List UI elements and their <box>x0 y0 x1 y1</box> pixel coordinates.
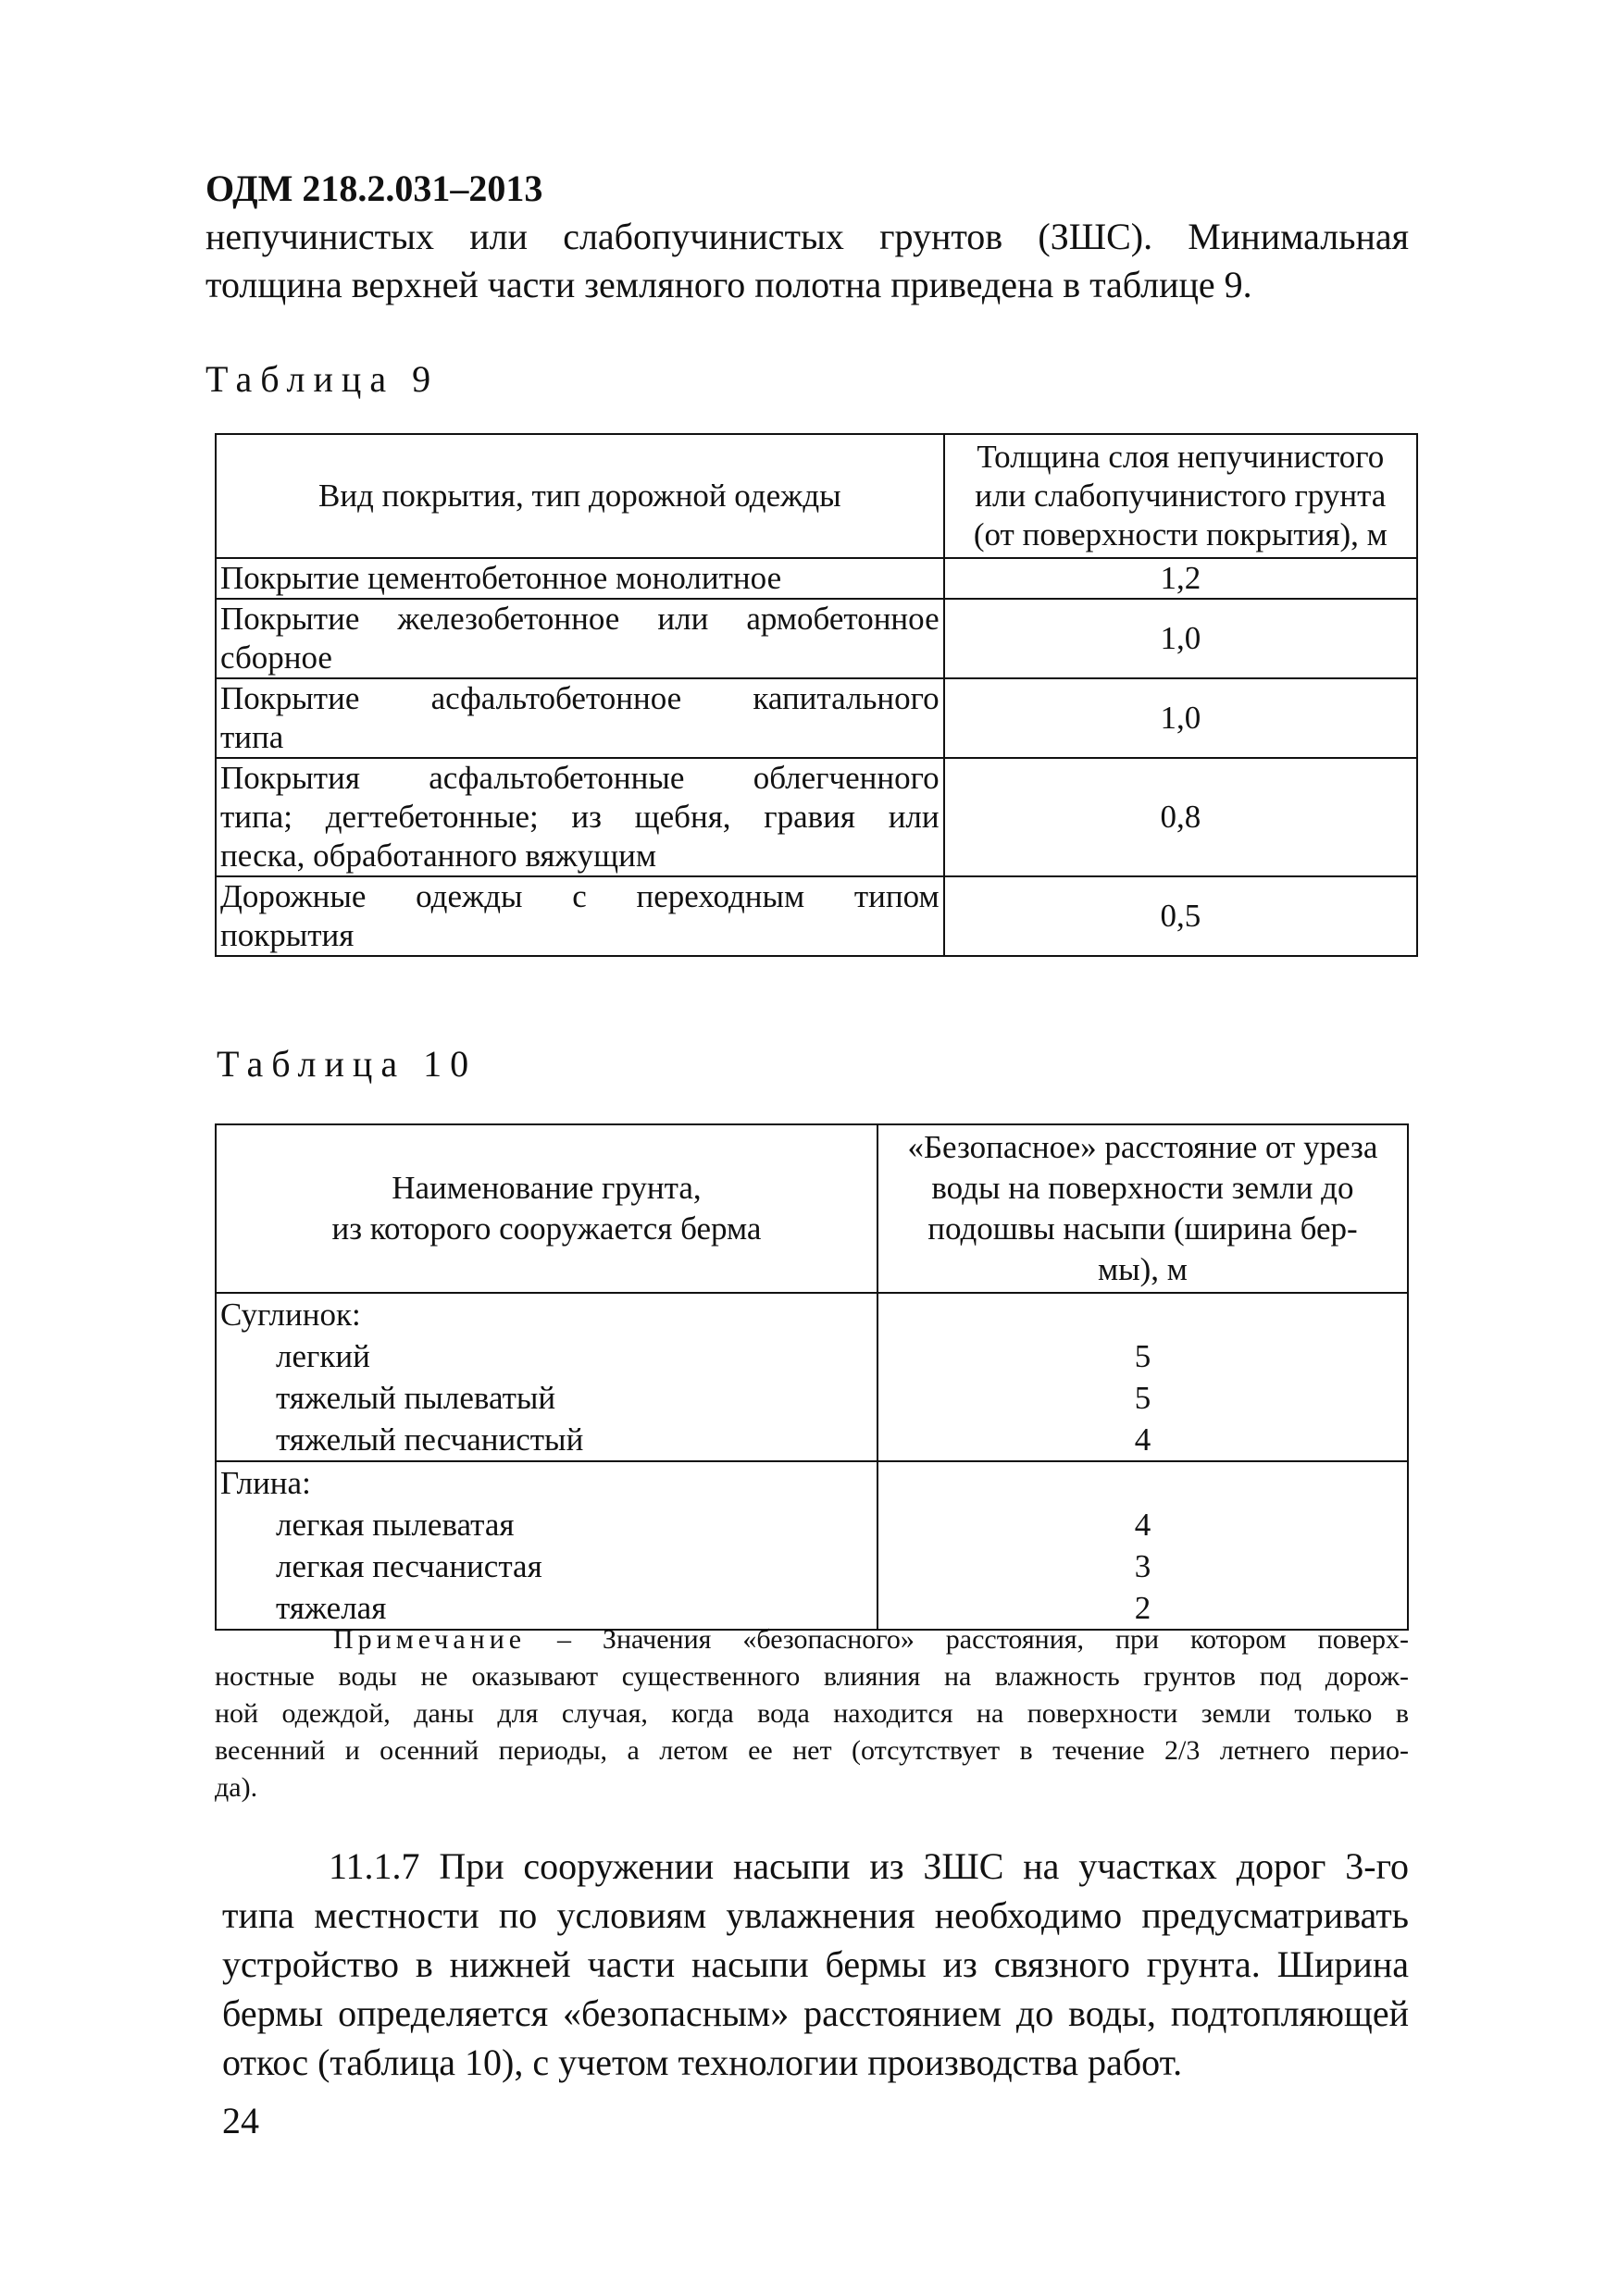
table-row <box>216 558 1417 599</box>
table-row <box>216 599 1417 678</box>
soil-group-name: Суглинок: <box>220 1297 361 1333</box>
table-row <box>216 678 1417 758</box>
note-line: да). <box>215 1772 258 1803</box>
soil-name: тяжелый песчанистый <box>276 1421 584 1458</box>
cell-line: Покрытия асфальтобетонные облегченного <box>220 760 940 796</box>
header-line: или слабопучинистого грунта <box>975 478 1387 514</box>
header-line: Наименование грунта, <box>392 1170 702 1206</box>
thickness-cell: 0,8 <box>944 758 1417 876</box>
note-line: ностные воды не оказывают существенного влияния на влажность грунтов под дорож- <box>215 1661 1409 1692</box>
table-10-caption: Таблица 10 <box>217 1043 478 1085</box>
header-line: «Безопасное» расстояние от уреза <box>907 1129 1378 1165</box>
table-9-col2-header <box>944 434 1417 558</box>
cell-line: Покрытие асфальтобетонное капитального <box>220 680 940 716</box>
soil-name: легкая пылеватая <box>276 1507 515 1543</box>
header-line: воды на поверхности земли до <box>931 1170 1354 1206</box>
distance-value: 5 <box>1134 1380 1151 1416</box>
cell-line: Покрытие железобетонное или армобетонное <box>220 601 940 637</box>
cell-line: покрытия <box>220 917 355 953</box>
cell-line: Покрытие цементобетонное монолитное <box>220 560 782 596</box>
soil-group-cell <box>216 1293 877 1461</box>
table-row <box>216 876 1417 956</box>
note-line: весенний и осенний периоды, а летом ее нет (отсутствует в течение 2/3 летнего перио- <box>215 1735 1409 1766</box>
paragraph-line: откос (таблица 10), с учетом технологии производства работ. <box>222 2042 1183 2083</box>
thickness-cell: 1,0 <box>944 599 1417 678</box>
table-row <box>216 1461 1408 1630</box>
table-row <box>216 758 1417 876</box>
table-9-col1-header: Вид покрытия, тип дорожной одежды <box>216 434 944 558</box>
cell-line: типа; дегтебетонные; из щебня, гравия или <box>220 799 940 835</box>
table-10-col2-header <box>877 1124 1408 1293</box>
intro-line: непучинистых или слабопучинистых грунтов (ЗШС). Минимальная <box>205 216 1409 257</box>
paragraph-line: бермы определяется «безопасным» расстоянием до воды, подтопляющей <box>222 1992 1409 2034</box>
section-paragraph <box>222 1842 1409 2087</box>
intro-paragraph <box>205 213 1409 309</box>
note-text: – Значения «безопасного» расстояния, при котором поверх- <box>526 1624 1409 1655</box>
cell-line: Дорожные одежды с переходным типом <box>220 878 940 914</box>
table-10-header-row <box>216 1124 1408 1293</box>
pavement-type-cell <box>216 876 944 956</box>
note-line: ной одеждой, даны для случая, когда вода находится на поверхности земли только в <box>215 1698 1409 1729</box>
table-row <box>216 1293 1408 1461</box>
pavement-type-cell <box>216 558 944 599</box>
soil-name: легкий <box>276 1338 370 1374</box>
pavement-type-cell <box>216 678 944 758</box>
header-line: подошвы насыпи (ширина бер- <box>927 1210 1358 1247</box>
pavement-type-cell <box>216 599 944 678</box>
distance-value: 4 <box>1134 1507 1151 1543</box>
distance-value: 4 <box>1134 1421 1151 1458</box>
paragraph-line: устройство в нижней части насыпи бермы из связного грунта. Ширина <box>222 1943 1409 1985</box>
soil-group-name: Глина: <box>220 1465 311 1501</box>
soil-name: тяжелый пылеватый <box>276 1380 556 1416</box>
distance-value: 2 <box>1134 1590 1151 1626</box>
paragraph-line: 11.1.7 При сооружении насыпи из ЗШС на участках дорог 3-го <box>329 1845 1409 1887</box>
note-label: Примечание <box>333 1624 527 1655</box>
cell-line: сборное <box>220 639 332 676</box>
note-line <box>215 1621 1409 1658</box>
document-code: ОДМ 218.2.031–2013 <box>205 168 543 209</box>
table-10-col1-header <box>216 1124 877 1293</box>
header-line: (от поверхности покрытия), м <box>973 516 1388 552</box>
distance-value: 3 <box>1134 1548 1151 1584</box>
soil-name: тяжелая <box>276 1590 387 1626</box>
header-line: мы), м <box>1097 1251 1188 1287</box>
distance-values-cell <box>877 1293 1408 1461</box>
thickness-cell: 1,2 <box>944 558 1417 599</box>
header-line: из которого сооружается берма <box>331 1210 762 1247</box>
table-9 <box>215 433 1418 957</box>
cell-line: песка, обработанного вяжущим <box>220 838 656 874</box>
paragraph-line: типа местности по условиям увлажнения необходимо предусматривать <box>222 1894 1409 1936</box>
intro-line: толщина верхней части земляного полотна приведена в таблице 9. <box>205 264 1252 305</box>
distance-values-cell <box>877 1461 1408 1630</box>
thickness-cell: 1,0 <box>944 678 1417 758</box>
page-number: 24 <box>222 2100 259 2141</box>
pavement-type-cell <box>216 758 944 876</box>
soil-name: легкая песчанистая <box>276 1548 542 1584</box>
table-10 <box>215 1123 1409 1631</box>
soil-group-cell <box>216 1461 877 1630</box>
thickness-cell: 0,5 <box>944 876 1417 956</box>
table-9-header-row <box>216 434 1417 558</box>
cell-line: типа <box>220 719 284 755</box>
distance-value: 5 <box>1134 1338 1151 1374</box>
header-line: Толщина слоя непучинистого <box>977 439 1385 475</box>
table-10-note <box>215 1621 1409 1806</box>
table-9-caption: Таблица 9 <box>205 358 440 400</box>
